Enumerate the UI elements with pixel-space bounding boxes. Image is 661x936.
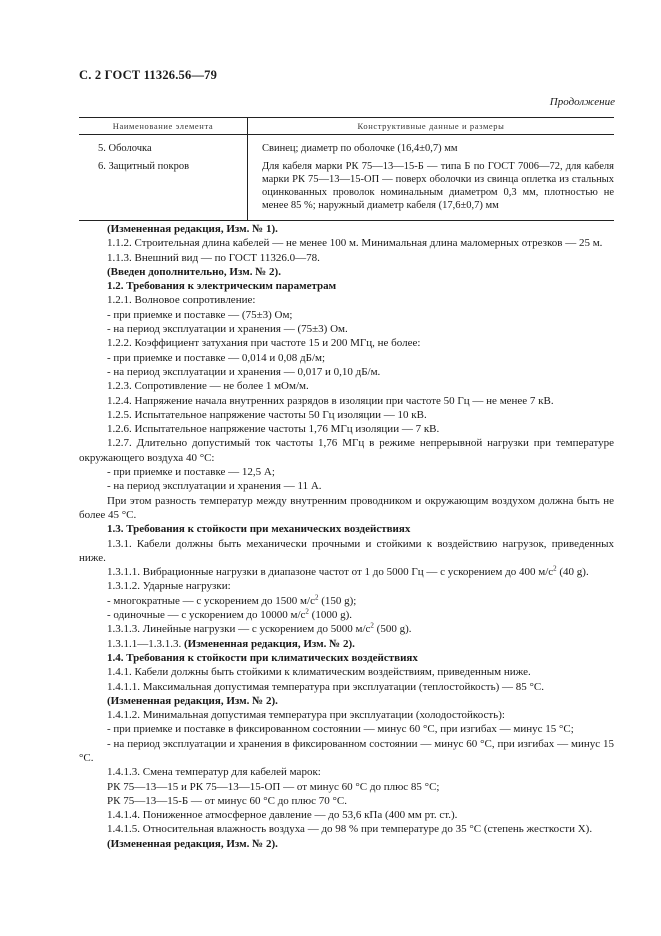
amendment-note: (Измененная редакция, Изм. № 2).	[107, 837, 278, 850]
section-heading: 1.3. Требования к стойкости при механических воздействиях	[107, 523, 411, 536]
paragraph: 1.2.7. Длительно допустимый ток частоты 1,76 МГц в режиме непрерывной нагрузки при температуре окружающего воздуха 40 °С:	[79, 437, 614, 464]
section-heading: 1.2. Требования к электрическим параметрам	[107, 280, 337, 293]
table-row	[79, 135, 614, 156]
superscript: 2	[370, 621, 374, 630]
paragraph: 1.2.2. Коэффициент затухания при частоте 15 и 200 МГц, не более:	[107, 337, 421, 350]
list-item: - на период эксплуатации и хранения — 0,017 и 0,10 дБ/м.	[107, 365, 381, 378]
paragraph	[107, 637, 614, 651]
amendment-note: (Введен дополнительно, Изм. № 2).	[107, 265, 281, 278]
amendment-note: (Измененная редакция, Изм. № 1).	[107, 223, 278, 235]
page-header: С. 2 ГОСТ 11326.56—79	[79, 68, 218, 82]
paragraph: 1.4.1.2. Минимальная допустимая температура при эксплуатации (холодостойкость):	[107, 709, 505, 722]
paragraph: 1.4.1. Кабели должны быть стойкими к климатическим воздействиям, приведенным ниже.	[107, 666, 531, 679]
paragraph: 1.4.1.1. Максимальная допустимая температура при эксплуатации (теплостойкость) — 85 °С.	[107, 680, 545, 693]
paragraph	[107, 622, 614, 636]
column-header-data: Конструктивные данные и размеры	[248, 118, 615, 135]
list-item	[107, 594, 614, 608]
paragraph: 1.2.5. Испытательное напряжение частоты 50 Гц изоляции — 10 кВ.	[107, 408, 427, 421]
paragraph: При этом разность температур между внутренним проводником и окружающим воздухом должна быть не более 45 °С.	[79, 494, 614, 521]
paragraph: 1.2.6. Испытательное напряжение частоты 1,76 МГц изоляции — 7 кВ.	[107, 423, 440, 436]
list-item-text: - одиночные — с ускорением до 10000 м/с	[107, 609, 306, 622]
list-item: - при приемке и поставке — 12,5 А;	[107, 466, 275, 479]
list-item	[107, 608, 614, 622]
paragraph-text: 1.3.1.1—1.3.1.3.	[107, 637, 184, 650]
paragraph-text: 1.3.1.1. Вибрационные нагрузки в диапазоне частот от 1 до 5000 Гц — с ускорением до 400 м/с	[107, 566, 554, 579]
column-header-name: Наименование элемента	[79, 118, 248, 135]
list-item-text: (1000 g).	[308, 609, 352, 622]
continuation-label: Продолжение	[549, 96, 615, 108]
list-item-text: (150 g);	[318, 594, 357, 607]
paragraph: 1.2.3. Сопротивление — не более 1 мОм/м.	[107, 380, 309, 393]
paragraph-text: 1.1.2. Строительная длина кабелей — не менее 100 м. Минимальная длина маломерных отрезков — 25 м.	[107, 237, 603, 250]
paragraph-text: (40 g).	[559, 566, 589, 579]
paragraph: 1.3.1. Кабели должны быть механически прочными и стойкими к воздействию нагрузок, приведенных ниже.	[79, 537, 614, 564]
section-heading: 1.4. Требования к стойкости при климатических воздействиях	[107, 651, 418, 664]
element-data: Для кабеля марки РК 75—13—15-Б — типа Б по ГОСТ 7006—72, для кабеля марки РК 75—13—15-ОП — поверх оболочки из свинца оплетка из стальных оцинкованных проволок номинальным диаметром 0,3 мм, плотностью не менее 85 %; наружный диаметр кабеля (17,6±0,7) мм	[248, 155, 615, 221]
element-data: Свинец; диаметр по оболочке (16,4±0,7) мм	[262, 143, 458, 154]
paragraph: РК 75—13—15 и РК 75—13—15-ОП — от минус 60 °С до плюс 85 °С;	[107, 780, 440, 793]
amendment-note: (Измененная редакция, Изм. № 2).	[107, 694, 278, 707]
element-name: 5. Оболочка	[79, 135, 248, 156]
list-item-text: - многократные — с ускорением до 1500 м/с	[107, 594, 315, 607]
list-item: - на период эксплуатации и хранения — (75±3) Ом.	[107, 323, 348, 336]
paragraph: 1.1.3. Внешний вид — по ГОСТ 11326.0—78.	[107, 251, 320, 264]
element-name: 6. Защитный покров	[79, 155, 248, 221]
paragraph: 1.4.1.4. Пониженное атмосферное давление — до 53,6 кПа (400 мм рт. ст.).	[107, 809, 458, 822]
amendment-note: (Измененная редакция, Изм. № 2).	[184, 637, 355, 650]
table-header-row	[79, 118, 614, 135]
list-item: - при приемке и поставке — 0,014 и 0,08 дБ/м;	[107, 351, 326, 364]
list-item: - при приемке и поставке в фиксированном состоянии — минус 60 °С, при изгибах — минус 15 °С;	[107, 723, 574, 736]
document-body	[79, 222, 614, 851]
paragraph: 1.2.1. Волновое сопротивление:	[107, 294, 256, 307]
list-item: - на период эксплуатации и хранения — 11 А.	[107, 480, 322, 493]
superscript: 2	[553, 564, 557, 573]
superscript: 2	[305, 607, 309, 616]
paragraph: РК 75—13—15-Б — от минус 60 °С до плюс 70 °С.	[107, 794, 348, 807]
spec-table	[79, 117, 614, 221]
paragraph: 1.2.4. Напряжение начала внутренних разрядов в изоляции при частоте 50 Гц — не менее 7 кВ.	[107, 394, 554, 407]
list-item: - на период эксплуатации и хранения в фиксированном состоянии — минус 60 °С, при изгибах — минус 15 °С.	[79, 737, 614, 764]
paragraph	[79, 236, 614, 250]
table-row	[79, 155, 614, 221]
superscript: 2	[314, 593, 319, 602]
paragraph-text: 1.3.1.3. Линейные нагрузки — с ускорением до 5000 м/с	[107, 623, 371, 636]
paragraph-text: (500 g).	[373, 623, 412, 636]
paragraph	[79, 565, 614, 579]
paragraph: 1.4.1.5. Относительная влажность воздуха — до 98 % при температуре до 35 °С (степень жесткости X).	[107, 823, 593, 836]
list-item: - при приемке и поставке — (75±3) Ом;	[107, 308, 293, 321]
paragraph: 1.3.1.2. Ударные нагрузки:	[107, 580, 231, 593]
paragraph: 1.4.1.3. Смена температур для кабелей марок:	[107, 766, 321, 779]
